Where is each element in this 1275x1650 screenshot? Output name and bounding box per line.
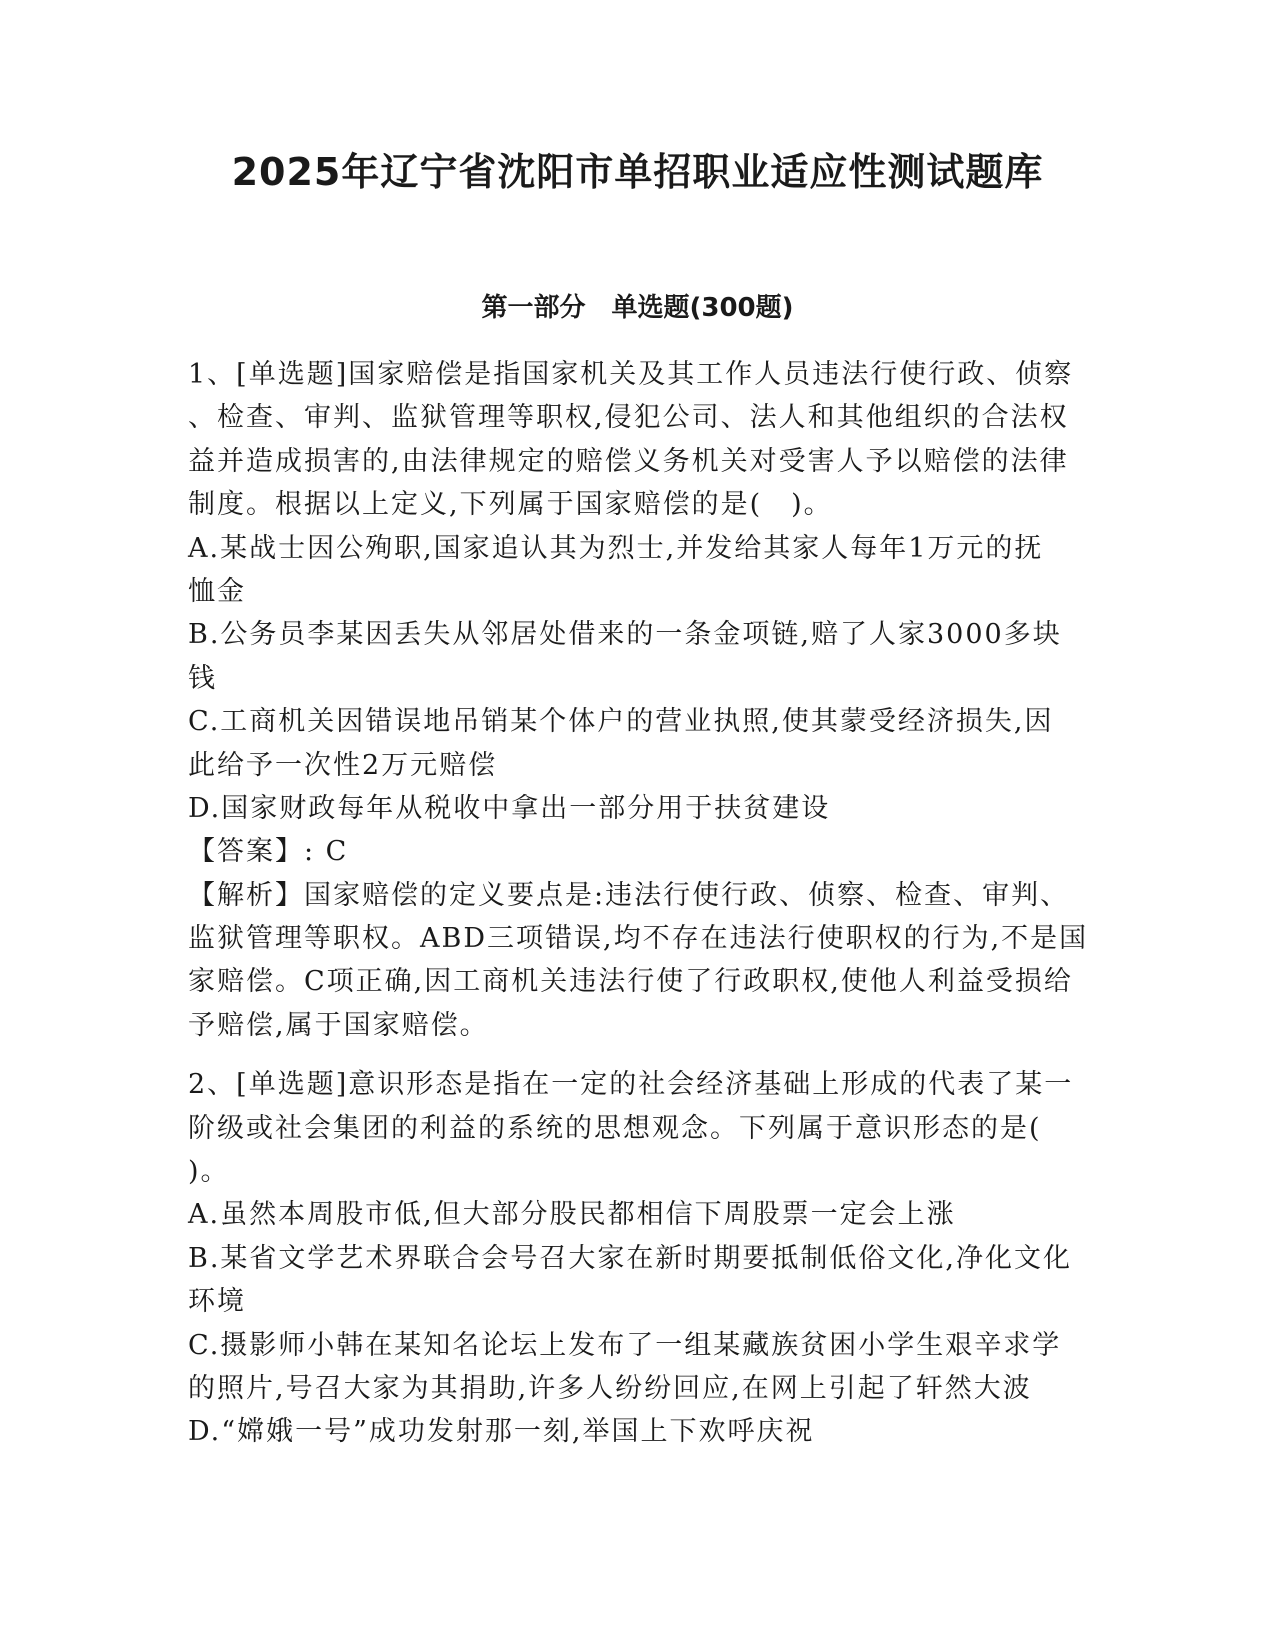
- option-b: B.公务员李某因丢失从邻居处借来的一条金项链,赔了人家3000多块: [188, 619, 1062, 651]
- stem-line: 制度。根据以上定义,下列属于国家赔偿的是( )。: [188, 489, 833, 521]
- option-c-continued: 的照片,号召大家为其捐助,许多人纷纷回应,在网上引起了轩然大波: [188, 1372, 1032, 1404]
- question-stem: [188, 1063, 1088, 1193]
- analysis-line: 予赔偿,属于国家赔偿。: [188, 1009, 489, 1041]
- option-b-continued: 钱: [188, 662, 217, 694]
- stem-line: 阶级或社会集团的利益的系统的思想观念。下列属于意识形态的是(: [188, 1112, 1042, 1144]
- option-b: B.某省文学艺术界联合会号召大家在新时期要抵制低俗文化,净化文化: [188, 1242, 1073, 1274]
- analysis-line: 【解析】国家赔偿的定义要点是:违法行使行政、侦察、检查、审判、: [188, 879, 1070, 911]
- question-1: [188, 353, 1088, 1047]
- question-spacer: [188, 1047, 1088, 1063]
- option-c: C.工商机关因错误地吊销某个体户的营业执照,使其蒙受经济损失,因: [188, 706, 1054, 738]
- stem-line: 益并造成损害的,由法律规定的赔偿义务机关对受害人予以赔偿的法律: [188, 445, 1069, 477]
- option-a: A.某战士因公殉职,国家追认其为烈士,并发给其家人每年1万元的抚: [188, 532, 1044, 564]
- option-d: D.国家财政每年从税收中拿出一部分用于扶贫建设: [188, 792, 831, 824]
- option-c: C.摄影师小韩在某知名论坛上发布了一组某藏族贫困小学生艰辛求学: [188, 1329, 1062, 1361]
- stem-line: 、检查、审判、监狱管理等职权,侵犯公司、法人和其他组织的合法权: [188, 402, 1069, 434]
- option-a-continued: 恤金: [188, 575, 246, 607]
- stem-line: 1、[单选题]国家赔偿是指国家机关及其工作人员违法行使行政、侦察: [188, 359, 1074, 390]
- analysis: [188, 874, 1088, 1048]
- analysis-line: 家赔偿。C项正确,因工商机关违法行使了行政职权,使他人利益受损给: [188, 966, 1073, 998]
- analysis-line: 监狱管理等职权。ABD三项错误,均不存在违法行使职权的行为,不是国: [188, 923, 1089, 955]
- stem-line: )。: [188, 1156, 230, 1188]
- document-body: [188, 353, 1088, 1454]
- question-options: [188, 527, 1088, 831]
- option-d: D.“嫦娥一号”成功发射那一刻,举国上下欢呼庆祝: [188, 1416, 815, 1448]
- answer-line: 【答案】: C: [188, 836, 349, 868]
- stem-line: 2、[单选题]意识形态是指在一定的社会经济基础上形成的代表了某一: [188, 1069, 1074, 1101]
- question-2: [188, 1063, 1088, 1454]
- section-heading: 第一部分 单选题(300题): [481, 293, 794, 323]
- question-options: [188, 1193, 1088, 1453]
- option-c-continued: 此给予一次性2万元赔偿: [188, 749, 498, 781]
- option-a: A.虽然本周股市低,但大部分股民都相信下周股票一定会上涨: [188, 1199, 956, 1231]
- question-stem: [188, 353, 1088, 527]
- document-title: 2025年辽宁省沈阳市单招职业适应性测试题库: [231, 150, 1044, 194]
- option-b-continued: 环境: [188, 1286, 246, 1318]
